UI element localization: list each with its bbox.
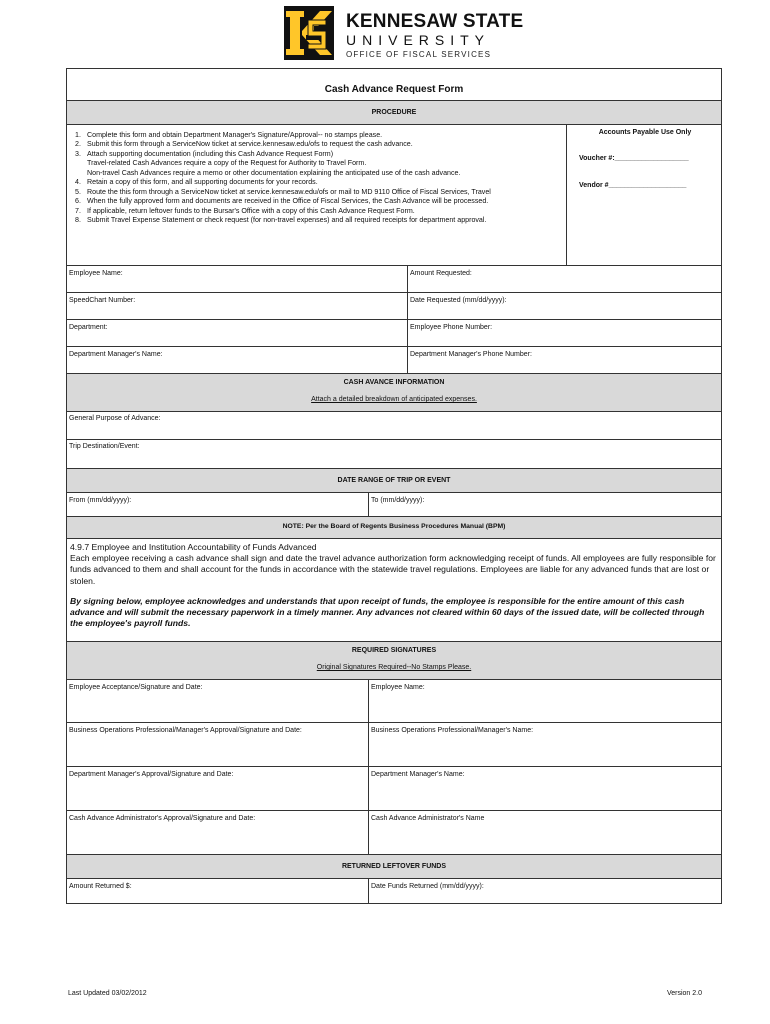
form-row [67,293,721,320]
form-row [67,320,721,347]
form-row [67,347,721,374]
destination-field[interactable]: Trip Destination/Event: [67,440,721,469]
accountability-section [67,539,721,642]
vendor-field[interactable]: Vendor #____________________ [579,182,687,189]
cash-advance-info-subtitle: Attach a detailed breakdown of anticipated expenses. [311,396,477,403]
dept-manager-name-field[interactable]: Department Manager's Name: [371,771,465,778]
procedure-step: 2. Submit this form through a ServiceNow ticket at service.kennesaw.edu/ofs to request the cash advance. [75,140,413,149]
procedure-step: Non-travel Cash Advances require a memo or other documentation explaining the anticipated use of the cash advance. [87,168,461,177]
version: Version 2.0 [666,990,702,997]
amount-requested-field[interactable]: Amount Requested: [410,270,472,277]
university-name-line1: KENNESAW STATE [346,11,524,32]
bop-approval-field[interactable]: Business Operations Professional/Manager's Approval/Signature and Date: [67,723,369,766]
procedure-steps [75,131,570,226]
bpm-note: NOTE: Per the Board of Regents Business Procedures Manual (BPM) [67,517,721,539]
procedure-step: 5. Route the this form through a ServiceNow ticket at service.kennesaw.edu/ofs or mail to MD 9110 Office of Fiscal Services, Travel [75,187,491,196]
procedure-section [67,125,721,266]
form-title: Cash Advance Request Form [67,69,721,101]
purpose-field[interactable]: General Purpose of Advance: [67,412,721,440]
cash-advance-info-title: CASH AVANCE INFORMATION [343,379,445,386]
employee-signature-field[interactable]: Employee Acceptance/Signature and Date: [67,680,369,722]
procedure-heading: PROCEDURE [67,101,721,125]
department-field[interactable]: Department: [67,320,408,346]
procedure-step: 7. If applicable, return leftover funds to the Bursar's Office with a copy of this Cash Advance Request Form. [75,206,415,215]
employee-phone-field[interactable]: Employee Phone Number: [410,324,493,331]
accountability-title: 4.9.7 Employee and Institution Accountability of Funds Advanced [70,542,317,552]
form-row [67,266,721,293]
procedure-step: 8. Submit Travel Expense Statement or check request (for non-travel expenses) and all required receipts for department approval. [75,216,487,225]
signature-row [67,811,721,855]
bop-name-field[interactable]: Business Operations Professional/Manager's Name: [371,727,534,734]
signatures-subtitle: Original Signatures Required--No Stamps Please. [316,664,472,671]
office-name: OFFICE OF FISCAL SERVICES [346,50,492,59]
procedure-step: 1. Complete this form and obtain Department Manager's Signature/Approval-- no stamps please. [75,131,383,139]
ksu-logo-mark [284,6,334,60]
acknowledgement-text: By signing below, employee acknowledges and understands that upon receipt of funds, the employee is responsible for the entire amount of this cash advance and will submit the necessary paperwork in a timely manner. Any advances not cleared within 60 days of the issued date, will be collected through the employee's payroll funds. [70,595,705,629]
ksu-logo [284,6,524,62]
date-requested-field[interactable]: Date Requested (mm/dd/yyyy): [410,297,507,304]
procedure-step: 3. Attach supporting documentation (including this Cash Advance Request Form) [75,149,334,158]
manager-phone-field[interactable]: Department Manager's Phone Number: [410,351,532,358]
amount-returned-field[interactable]: Amount Returned $: [67,879,369,903]
cash-advance-info-heading [67,374,721,412]
form-row [67,879,721,903]
form-row [67,493,721,517]
administrator-name-field[interactable]: Cash Advance Administrator's Name [371,815,485,822]
accounts-payable-heading: Accounts Payable Use Only [598,129,692,136]
speedchart-field[interactable]: SpeedChart Number: [67,293,408,319]
last-updated: Last Updated 03/02/2012 [68,990,147,997]
date-to-field[interactable]: To (mm/dd/yyyy): [371,497,425,504]
voucher-field[interactable]: Voucher #:___________________ [579,155,689,162]
university-name-line2: UNIVERSITY [346,32,491,48]
procedure-step: 4. Retain a copy of this form, and all supporting documents for your records. [75,178,318,187]
procedure-step: 6. When the fully approved form and documents are received in the Office of Fiscal Services, the Cash Advance will be processed. [75,197,489,206]
dept-manager-approval-field[interactable]: Department Manager's Approval/Signature and Date: [67,767,369,810]
signature-row [67,767,721,811]
accounts-payable-box [566,125,723,266]
administrator-approval-field[interactable]: Cash Advance Administrator's Approval/Signature and Date: [67,811,369,854]
date-returned-field[interactable]: Date Funds Returned (mm/dd/yyyy): [371,883,484,890]
signatures-title: REQUIRED SIGNATURES [351,647,437,654]
accountability-body: Each employee receiving a cash advance shall sign and date the travel advance authorization form acknowledging receipt of funds. All employees are fully responsible for funds advanced to them and shall account for the funds in accordance with the statewide travel regulations. Employees are liable for any advanced funds that are lost or stolen. [70,553,716,586]
procedure-step: Travel-related Cash Advances require a copy of the Request for Authority to Travel Form. [87,159,367,168]
manager-name-field[interactable]: Department Manager's Name: [67,347,408,373]
date-from-field[interactable]: From (mm/dd/yyyy): [67,493,369,516]
leftover-heading: RETURNED LEFTOVER FUNDS [67,855,721,879]
signatures-heading [67,642,721,680]
cash-advance-form [66,68,722,904]
signature-row [67,723,721,767]
signature-row [67,680,721,723]
employee-name-sig-field[interactable]: Employee Name: [371,684,425,691]
employee-name-field[interactable]: Employee Name: [67,266,408,292]
date-range-heading: DATE RANGE OF TRIP OR EVENT [67,469,721,493]
